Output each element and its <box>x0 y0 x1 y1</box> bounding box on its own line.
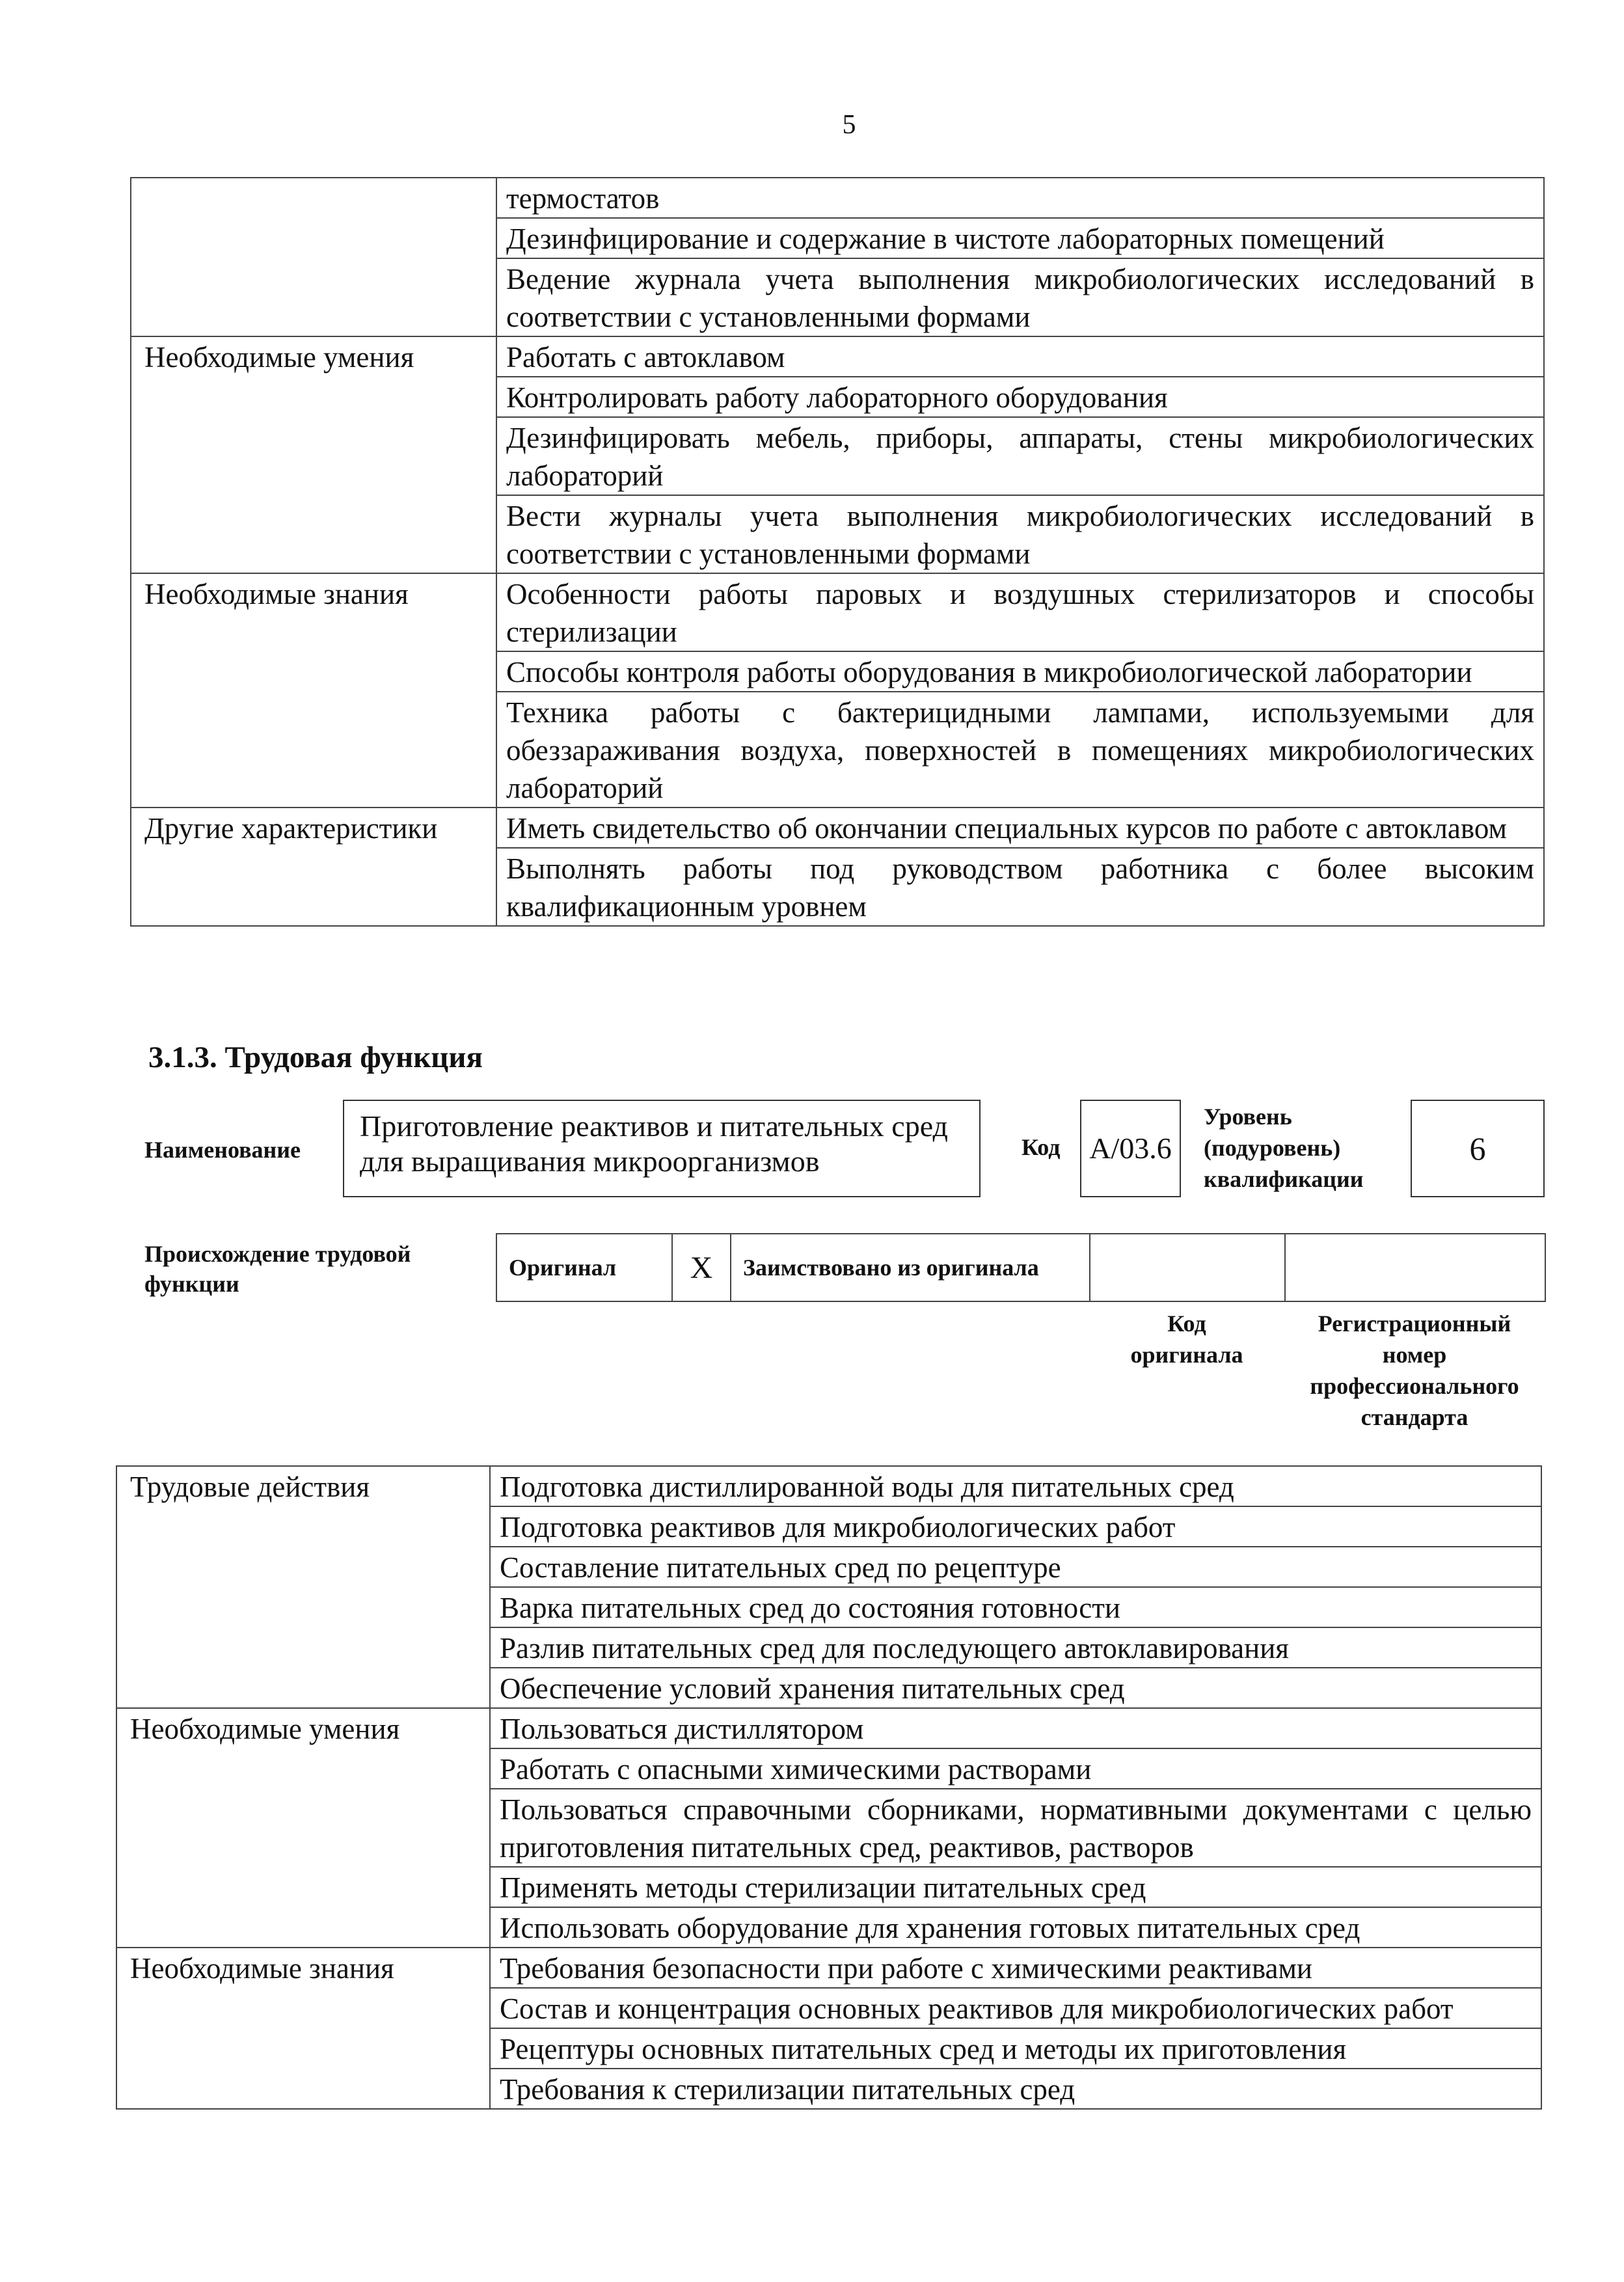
table-row <box>116 1466 1541 1506</box>
row-label: Трудовые действия <box>116 1466 490 1708</box>
origin-label-line: функции <box>144 1271 239 1297</box>
table-cell: Особенности работы паровых и воздушных стерилизаторов и способы стерилизации <box>496 573 1544 651</box>
table-cell: Требования безопасности при работе с химическими реактивами <box>490 1948 1541 1988</box>
row-label <box>131 178 496 336</box>
level-label <box>1204 1101 1364 1195</box>
row-label: Необходимые знания <box>131 573 496 808</box>
table-cell: Пользоваться дистиллятором <box>490 1708 1541 1748</box>
table-cell: Дезинфицировать мебель, приборы, аппараты, стены микробиологических лабораторий <box>496 417 1544 495</box>
table-cell: Составление питательных сред по рецептуре <box>490 1547 1541 1587</box>
row-label: Необходимые умения <box>131 336 496 573</box>
table-cell: Выполнять работы под руководством работника с более высоким квалификационным уровнем <box>496 848 1544 926</box>
table-cell: Техника работы с бактерицидными лампами, используемыми для обеззараживания воздуха, поверхностей в помещениях микробиологических лабораторий <box>496 692 1544 808</box>
section-title: 3.1.3. Трудовая функция <box>148 1040 483 1074</box>
origin-table <box>496 1233 1546 1302</box>
level-label-line: Уровень <box>1204 1104 1292 1130</box>
code-box: А/03.6 <box>1080 1100 1181 1197</box>
table-cell: Контролировать работу лабораторного оборудования <box>496 377 1544 417</box>
original-label: Оригинал <box>496 1234 672 1301</box>
row-label: Другие характеристики <box>131 808 496 926</box>
table-row <box>131 573 1544 651</box>
requirements-table-continued <box>130 177 1545 927</box>
table-cell: Использовать оборудование для хранения готовых питательных сред <box>490 1907 1541 1948</box>
caption-line: профессионального <box>1310 1373 1519 1399</box>
table-row <box>116 1948 1541 1988</box>
code-label: Код <box>1022 1134 1061 1160</box>
page-number: 5 <box>842 110 856 140</box>
origin-label <box>144 1239 411 1299</box>
table-cell: Требования к стерилизации питательных сред <box>490 2069 1541 2109</box>
table-cell: Обеспечение условий хранения питательных сред <box>490 1668 1541 1708</box>
table-cell: Состав и концентрация основных реактивов для микробиологических работ <box>490 1988 1541 2028</box>
level-box: 6 <box>1411 1100 1545 1197</box>
table-cell: Работать с автоклавом <box>496 336 1544 377</box>
origin-label-line: Происхождение трудовой <box>144 1241 411 1267</box>
level-label-line: (подуровень) <box>1204 1135 1341 1161</box>
table-row <box>131 808 1544 848</box>
function-name-box: Приготовление реактивов и питательных сред для выращивания микроорганизмов <box>343 1100 981 1197</box>
level-label-line: квалификации <box>1204 1166 1364 1192</box>
table-cell: Применять методы стерилизации питательных сред <box>490 1867 1541 1907</box>
row-label: Необходимые знания <box>116 1948 490 2109</box>
table-cell: термостатов <box>496 178 1544 218</box>
table-cell: Работать с опасными химическими растворами <box>490 1748 1541 1789</box>
table-row <box>131 178 1544 218</box>
original-code-cell <box>1090 1234 1285 1301</box>
caption-line: Регистрационный <box>1318 1311 1511 1337</box>
original-code-caption <box>1089 1308 1284 1370</box>
table-cell: Рецептуры основных питательных сред и методы их приготовления <box>490 2028 1541 2069</box>
caption-line: оригинала <box>1130 1342 1243 1368</box>
table-cell: Ведение журнала учета выполнения микробиологических исследований в соответствии с установленными формами <box>496 258 1544 336</box>
table-cell: Варка питательных сред до состояния готовности <box>490 1587 1541 1627</box>
registration-number-cell <box>1285 1234 1545 1301</box>
table-cell: Способы контроля работы оборудования в микробиологической лаборатории <box>496 651 1544 692</box>
table-cell: Дезинфицирование и содержание в чистоте лабораторных помещений <box>496 218 1544 258</box>
name-label: Наименование <box>144 1137 301 1163</box>
table-cell: Вести журналы учета выполнения микробиологических исследований в соответствии с установленными формами <box>496 495 1544 573</box>
table-cell: Подготовка дистиллированной воды для питательных сред <box>490 1466 1541 1506</box>
row-label: Необходимые умения <box>116 1708 490 1948</box>
table-cell: Пользоваться справочными сборниками, нормативными документами с целью приготовления питательных сред, реактивов, растворов <box>490 1789 1541 1867</box>
table-row <box>131 336 1544 377</box>
table-cell: Иметь свидетельство об окончании специальных курсов по работе с автоклавом <box>496 808 1544 848</box>
table-cell: Подготовка реактивов для микробиологических работ <box>490 1506 1541 1547</box>
caption-line: номер <box>1382 1342 1447 1368</box>
caption-line: Код <box>1167 1311 1206 1337</box>
table-cell: Разлив питательных сред для последующего автоклавирования <box>490 1627 1541 1668</box>
caption-line: стандарта <box>1360 1404 1468 1430</box>
borrowed-label: Заимствовано из оригинала <box>731 1234 1090 1301</box>
table-row <box>116 1708 1541 1748</box>
registration-caption <box>1284 1308 1545 1433</box>
original-mark: X <box>672 1234 731 1301</box>
table-row <box>496 1234 1545 1301</box>
labor-function-table <box>116 1465 1542 2110</box>
